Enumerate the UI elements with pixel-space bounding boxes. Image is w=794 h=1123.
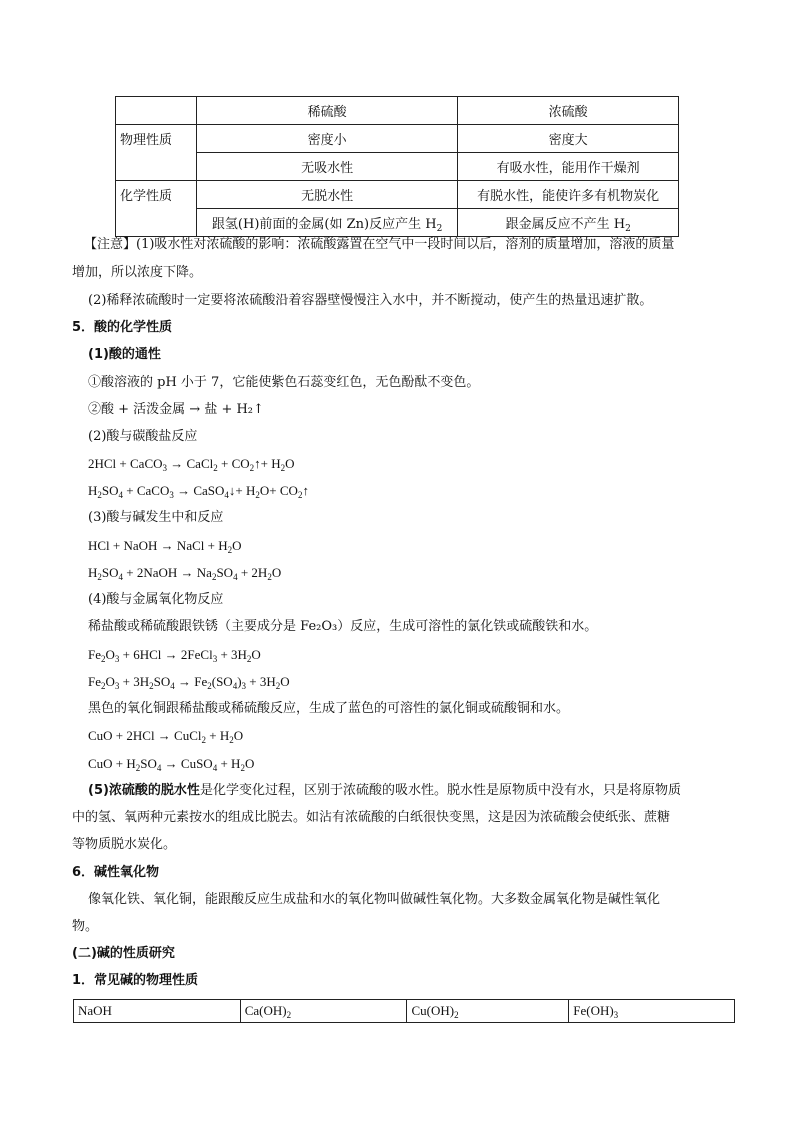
subsection-4-title: (4)酸与金属氧化物反应 [88, 592, 224, 607]
dehydration-line-2: 中的氢、氧两种元素按水的组成比脱去。如沾有浓硫酸的白纸很快变黑，这是因为浓硫酸会使纸张、蔗糖 [72, 810, 671, 825]
dehydration-line-1 [88, 782, 748, 800]
subscript: 2 [436, 224, 443, 234]
subsection-3-title: (3)酸与碱发生中和反应 [88, 510, 224, 525]
table-cell: 无脱水性 [196, 181, 458, 209]
header-feoh3 [569, 1000, 735, 1023]
table-cell: 无吸水性 [196, 153, 458, 181]
rust-reaction-text: 稀盐酸或稀硫酸跟铁锈（主要成分是 Fe₂O₃）反应，生成可溶性的氯化铁或硫酸铁和水。 [88, 619, 598, 634]
table-cell [196, 209, 458, 237]
equation-hcl-naoh: HCl + NaOH → NaCl + $H_2O$ [88, 538, 242, 555]
subscript: 3 [613, 1010, 619, 1020]
note-line-2: 增加，所以浓度下降。 [72, 265, 203, 280]
cell-text: 跟金属反应不产生 H [505, 217, 626, 232]
table-header-row [116, 97, 679, 125]
equation-fe2o3-h2so4: $Fe_2O_3 + 3H_2SO_4 \to Fe_2(SO_4)_3 + 3H_2O$ [88, 674, 290, 691]
note-line-1: 【注意】(1)吸水性对浓硫酸的影响：浓硫酸露置在空气中一段时间以后，溶剂的质量增加，溶液的质量 [84, 237, 675, 252]
equation-h2so4-caco3: $H_2SO_4$ + CaCO$_3$ → CaSO$_4$↓+ $H_2O+$ $CO_2↑$ [88, 483, 309, 500]
table-cell: 密度大 [458, 125, 679, 153]
item-1: ①酸溶液的 pH 小于 7，它能使紫色石蕊变红色，无色酚酞不变色。 [88, 375, 480, 390]
header-concentrated: 浓硫酸 [458, 97, 679, 125]
part-2-subsection-1-title: 1．常见碱的物理性质 [72, 973, 199, 988]
item-2: ②酸 + 活泼金属 → 盐 + H₂↑ [88, 402, 264, 417]
dehydration-text: 是化学变化过程，区别于浓硫酸的吸水性。脱水性是原物质中没有水，只是将原物质 [199, 783, 681, 798]
table-cell: 密度小 [196, 125, 458, 153]
subscript: 2 [625, 224, 631, 234]
subscript: 2 [286, 1010, 292, 1020]
header-caoh2 [240, 1000, 407, 1023]
equation-cuo-h2so4: CuO + $H_2SO_4$ → CuSO$_4$ + $H_2O$ [88, 756, 255, 773]
equation-h2so4-naoh: $H_2SO_4$ + 2NaOH → $Na_2SO_4 + 2H_2O$ [88, 565, 282, 582]
section-6-title: 6．碱性氧化物 [72, 865, 160, 880]
table-header-row [74, 1000, 735, 1023]
note-line-3: (2)稀释浓硫酸时一定要将浓硫酸沿着容器壁慢慢注入水中，并不断搅动，使产生的热量迅速扩散。 [88, 293, 653, 308]
copper-oxide-text: 黑色的氧化铜跟稀盐酸或稀硫酸反应，生成了蓝色的可溶性的氯化铜或硫酸铜和水。 [88, 701, 570, 716]
chemical-property-label: 化学性质 [116, 181, 197, 237]
sulfuric-acid-comparison-table [115, 96, 679, 237]
cell-text: Ca(OH) [244, 1003, 287, 1018]
table-cell: 有吸水性，能用作干燥剂 [458, 153, 679, 181]
physical-property-label: 物理性质 [116, 125, 197, 181]
table-corner-cell [116, 97, 197, 125]
header-cuoh2 [407, 1000, 569, 1023]
table-row [116, 153, 679, 181]
section-5-title: 5．酸的化学性质 [72, 320, 173, 335]
equation-hcl-caco3: 2HCl + CaCO$_3$ → CaCl$_2$ + $CO_2↑+ H_2O$ [88, 456, 295, 473]
cell-text: 跟氢(H)前面的金属(如 Zn)反应产生 H [211, 217, 437, 232]
subscript: 2 [454, 1010, 459, 1020]
table-row [116, 209, 679, 237]
part-2-title: (二)碱的性质研究 [72, 946, 175, 961]
subsection-1-title: (1)酸的通性 [88, 347, 161, 362]
equation-fe2o3-hcl: $Fe_2O_3 + 6HCl$ → 2FeCl$_3$ + $3H_2O$ [88, 647, 261, 664]
section-6-line-1: 像氧化铁、氧化铜，能跟酸反应生成盐和水的氧化物叫做碱性氧化物。大多数金属氧化物是碱性氧化 [88, 892, 661, 907]
cell-text: Fe(OH) [573, 1003, 614, 1018]
table-cell [458, 209, 679, 237]
header-dilute: 稀硫酸 [196, 97, 458, 125]
table-cell: 有脱水性，能使许多有机物炭化 [458, 181, 679, 209]
section-6-line-2: 物。 [72, 919, 99, 934]
table-row [116, 181, 679, 209]
dehydration-title: (5)浓硫酸的脱水性 [88, 783, 200, 798]
equation-cuo-hcl: CuO + 2HCl → CuCl$_2$ + $H_2O$ [88, 728, 244, 745]
subsection-2-title: (2)酸与碳酸盐反应 [88, 429, 198, 444]
base-properties-table [73, 999, 735, 1023]
header-naoh: NaOH [74, 1000, 241, 1023]
dehydration-line-3: 等物质脱水炭化。 [72, 837, 177, 852]
cell-text: Cu(OH) [411, 1003, 455, 1018]
table-row [116, 125, 679, 153]
